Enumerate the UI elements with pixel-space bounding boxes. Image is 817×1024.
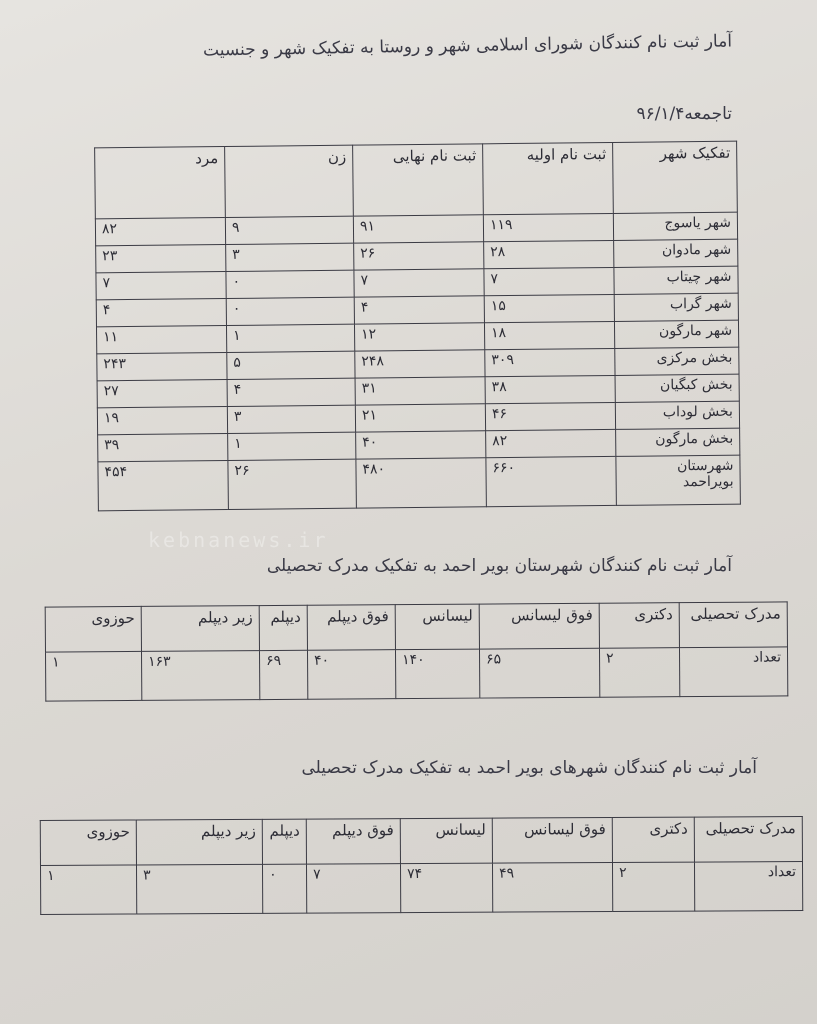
value-cell: ۴: [227, 378, 355, 406]
value-cell: ۲۳: [96, 245, 226, 273]
value-cell: ۲۸: [484, 240, 614, 268]
value-cell: ۷: [354, 269, 484, 297]
value-cell: ۴۸۰: [356, 458, 487, 508]
value-cell: ۲: [612, 862, 694, 911]
column-header: فوق دیپلم: [306, 819, 400, 864]
value-cell: ۳۰۹: [485, 348, 615, 376]
column-header: فوق لیسانس: [492, 818, 612, 864]
document-title: آمار ثبت نام کنندگان شورای اسلامی شهر و روستا به تفکیک شهر و جنسیت: [202, 31, 733, 61]
value-cell: ۸۲: [486, 429, 616, 457]
value-cell: ۷۴: [400, 863, 492, 912]
row-label-cell: شهر مادوان: [614, 239, 738, 267]
value-cell: ۲۴۸: [355, 350, 485, 378]
value-cell: ۷: [96, 272, 226, 300]
row-label-cell: بخش مرکزی: [615, 347, 739, 375]
table-row: [40, 862, 802, 915]
value-cell: ۳۱: [355, 377, 485, 405]
column-header: ثبت نام نهایی: [353, 144, 484, 216]
value-cell: ۳۹: [98, 433, 228, 461]
column-header: مدرک تحصیلی: [694, 817, 802, 863]
value-cell: ۲۴۳: [97, 352, 227, 380]
value-cell: ۹: [225, 216, 353, 244]
column-header: دیپلم: [262, 819, 306, 864]
column-header: زن: [225, 145, 354, 217]
column-header: حوزوی: [45, 606, 141, 652]
value-cell: ۲۶: [354, 242, 484, 270]
value-cell: ۱۱۹: [483, 213, 613, 241]
row-label-cell: شهر مارگون: [614, 320, 738, 348]
county-education-table: [45, 601, 789, 701]
value-cell: ۲۶: [228, 459, 357, 509]
value-cell: ۴۵۴: [98, 460, 229, 510]
column-header: لیسانس: [395, 604, 479, 650]
column-header: ثبت نام اولیه: [483, 142, 614, 214]
value-cell: ۱۶۳: [141, 651, 259, 701]
value-cell: ۴: [96, 299, 226, 327]
column-header: دکتری: [612, 817, 694, 862]
value-cell: ۴۰: [307, 650, 395, 700]
value-cell: ۴: [354, 296, 484, 324]
value-cell: ۰: [226, 270, 354, 298]
value-cell: ۶۵: [479, 648, 599, 698]
value-cell: ۱۹: [97, 406, 227, 434]
watermark: kebnanews.ir: [148, 528, 329, 552]
value-cell: ۴۶: [485, 402, 615, 430]
row-label-cell: بخش مارگون: [616, 428, 740, 456]
value-cell: ۱: [226, 324, 354, 352]
column-header: حوزوی: [40, 820, 136, 866]
value-cell: ۱: [40, 865, 136, 915]
value-cell: ۵: [227, 351, 355, 379]
value-cell: ۸۲: [95, 218, 225, 246]
value-cell: ۲۷: [97, 379, 227, 407]
column-header: زیر دیپلم: [141, 606, 259, 652]
value-cell: ۱: [228, 432, 356, 460]
value-cell: ۱۵: [484, 294, 614, 322]
value-cell: ۱۴۰: [395, 649, 479, 699]
column-header: دکتری: [599, 603, 679, 649]
table-row: [98, 455, 740, 511]
value-cell: ۱۱: [96, 326, 226, 354]
column-header: لیسانس: [400, 818, 492, 863]
table-header-row: [40, 817, 802, 866]
value-cell: ۰: [262, 864, 306, 913]
value-cell: ۱۸: [484, 321, 614, 349]
column-header: فوق دیپلم: [307, 605, 395, 651]
value-cell: ۷: [306, 864, 400, 913]
row-label-cell: شهر گراب: [614, 293, 738, 321]
column-header: زیر دیپلم: [136, 819, 262, 865]
row-label-cell: تعداد: [694, 862, 802, 912]
document-date: تاجمعه۹۶/۱/۴: [636, 104, 732, 124]
row-label-cell: تعداد: [679, 647, 787, 697]
table-row: [45, 647, 787, 701]
value-cell: ۳: [136, 864, 262, 914]
column-header: دیپلم: [259, 605, 307, 650]
table-header-row: [45, 602, 787, 652]
column-header: مدرک تحصیلی: [679, 602, 787, 648]
value-cell: ۰: [226, 297, 354, 325]
value-cell: ۶۹: [259, 650, 307, 699]
value-cell: ۳: [227, 405, 355, 433]
section-title-cities: آمار ثبت نام کنندگان شهرهای بویر احمد به تفکیک مدرک تحصیلی: [301, 758, 757, 778]
value-cell: ۳: [226, 243, 354, 271]
column-header: تفکیک شهر: [613, 141, 738, 213]
cities-education-table: [40, 816, 803, 915]
row-label-cell: بخش لوداب: [615, 401, 739, 429]
value-cell: ۱۲: [354, 323, 484, 351]
value-cell: ۷: [484, 267, 614, 295]
value-cell: ۳۸: [485, 375, 615, 403]
section-title-county: آمار ثبت نام کنندگان شهرستان بویر احمد به تفکیک مدرک تحصیلی: [266, 556, 732, 576]
value-cell: ۴۰: [356, 431, 486, 459]
registrants-by-city-table: [94, 141, 741, 512]
value-cell: ۲۱: [355, 404, 485, 432]
value-cell: ۲: [599, 648, 679, 698]
value-cell: ۹۱: [353, 215, 483, 243]
column-header: مرد: [95, 147, 226, 219]
row-label-cell: شهر یاسوج: [613, 212, 737, 240]
row-label-cell: شهرستان بویراحمد: [616, 455, 741, 505]
value-cell: ۴۹: [492, 862, 612, 912]
value-cell: ۶۶۰: [486, 456, 617, 506]
row-label-cell: بخش کبگیان: [615, 374, 739, 402]
column-header: فوق لیسانس: [479, 603, 599, 649]
value-cell: ۱: [45, 651, 141, 701]
table-header-row: [95, 141, 738, 219]
row-label-cell: شهر چیتاب: [614, 266, 738, 294]
